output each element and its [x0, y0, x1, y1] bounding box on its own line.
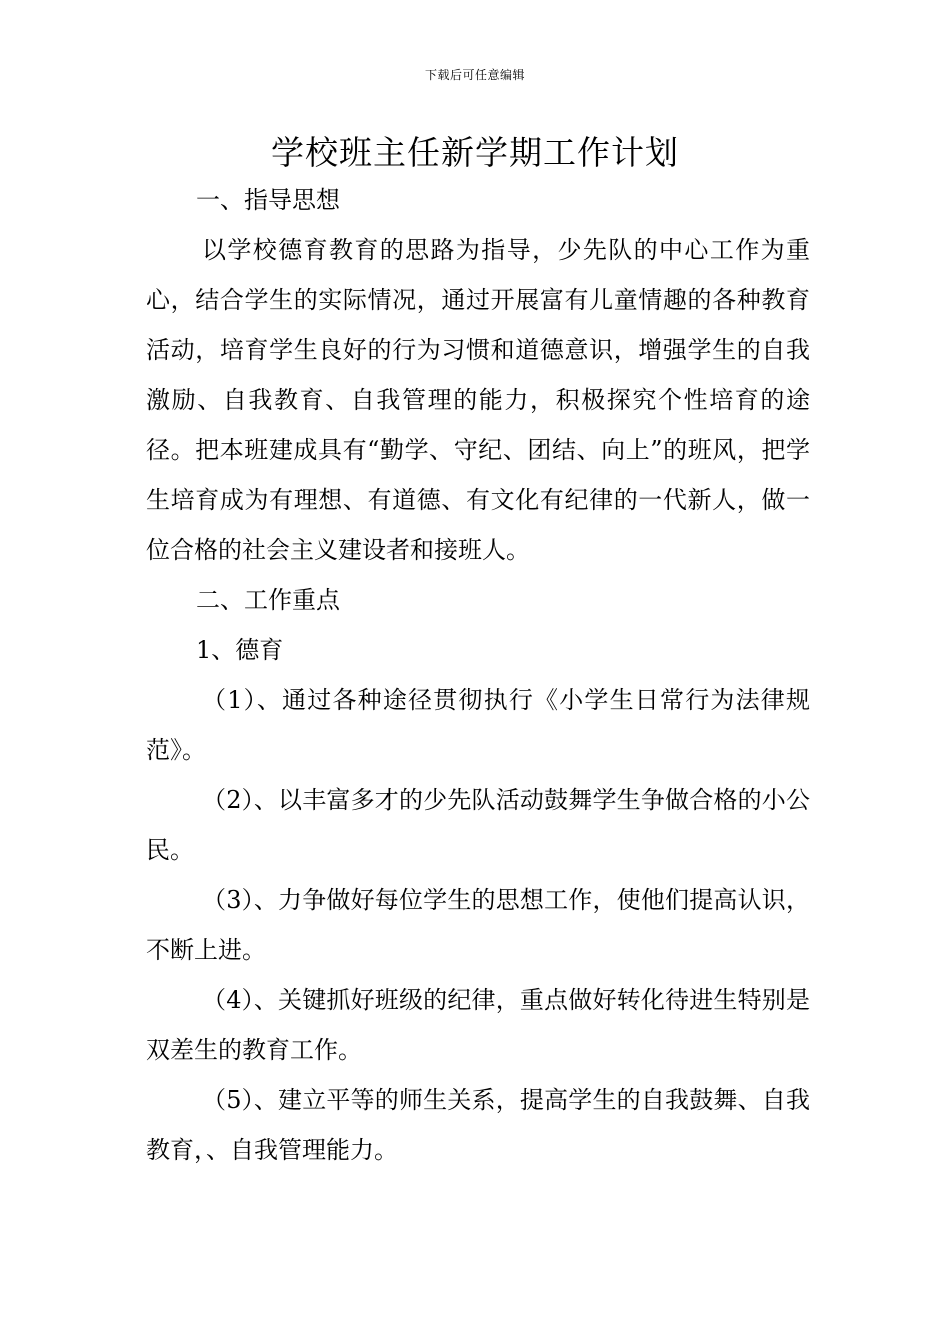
paragraph-guiding-ideology: 以学校德育教育的思路为指导，少先队的中心工作为重心，结合学生的实际情况，通过开展富有儿童情趣的各种教育活动，培育学生良好的行为习惯和道德意识，增强学生的自我激励、自我教育、自我管理的能力，积极探究个性培育的途径。把本班建成具有“勤学、守纪、团结、向上”的班风，把学生培育成为有理想、有道德、有文化有纪律的一代新人，做一位合格的社会主义建设者和接班人。 [146, 236, 810, 564]
header-note: 下载后可任意编辑 [424, 68, 525, 82]
section-heading-guiding-ideology: 一、指导思想 [196, 186, 340, 214]
subsection-heading-moral-education: 1、德育 [196, 636, 284, 664]
list-item: （2）、以丰富多才的少先队活动鼓舞学生争做合格的小公民。 [146, 786, 810, 864]
list-item: （1）、通过各种途径贯彻执行《小学生日常行为法律规范》。 [146, 686, 810, 764]
document-title: 学校班主任新学期工作计划 [271, 133, 679, 172]
document-body [146, 175, 810, 1175]
section-heading-work-focus: 二、工作重点 [196, 586, 340, 614]
list-item: （5）、建立平等的师生关系，提高学生的自我鼓舞、自我教育，、自我管理能力。 [146, 1086, 810, 1164]
list-item: （3）、力争做好每位学生的思想工作，使他们提高认识，不断上进。 [146, 886, 810, 964]
list-item: （4）、关键抓好班级的纪律，重点做好转化待进生特别是双差生的教育工作。 [146, 986, 810, 1064]
